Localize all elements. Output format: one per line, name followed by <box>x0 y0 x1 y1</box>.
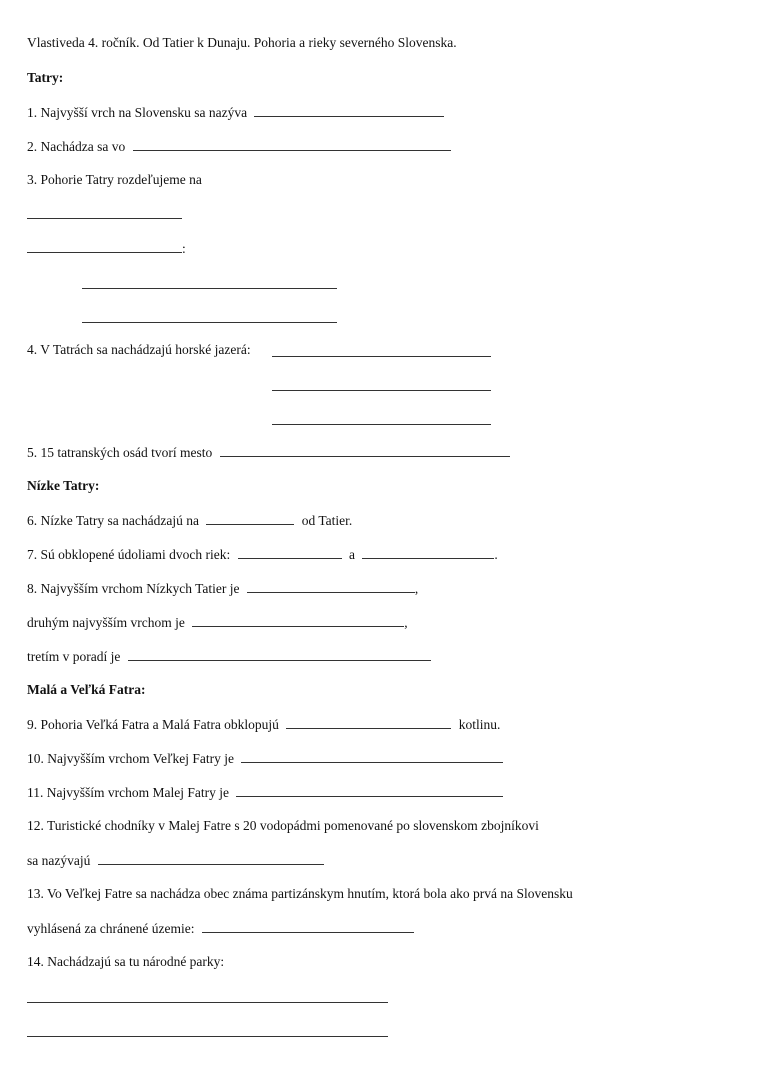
question-8-part-c <box>27 648 431 665</box>
question-8-comma-a: , <box>414 581 419 596</box>
question-13 <box>27 886 573 902</box>
question-3-colon: : <box>182 241 186 256</box>
question-12-text-a: 12. Turistické chodníky v Malej Fatre s 20 vodopádmi pomenované po slovenskom zbojníkovi <box>27 818 539 833</box>
question-8-text-c: tretím v poradí je <box>27 649 121 664</box>
answer-blank-8a[interactable] <box>247 580 415 593</box>
question-9-text-a: 9. Pohoria Veľká Fatra a Malá Fatra obklopujú <box>27 717 279 732</box>
question-10-text: 10. Najvyšším vrchom Veľkej Fatry je <box>27 751 234 766</box>
answer-blank-14a[interactable] <box>27 1002 388 1003</box>
question-13-text-a: 13. Vo Veľkej Fatre sa nachádza obec známa partizánskym hnutím, ktorá bola ako prvá na Slovensku <box>27 886 573 901</box>
answer-blank-6[interactable] <box>206 512 294 525</box>
question-3-text: 3. Pohorie Tatry rozdeľujeme na <box>27 172 202 187</box>
answer-blank-14b[interactable] <box>27 1036 388 1037</box>
question-12-text-b: sa nazývajú <box>27 853 91 868</box>
question-14-text: 14. Nachádzajú sa tu národné parky: <box>27 954 225 969</box>
question-1-text: 1. Najvyšší vrch na Slovensku sa nazýva <box>27 105 248 120</box>
section-heading-tatry: Tatry: <box>27 70 64 85</box>
answer-blank-4b[interactable] <box>272 390 491 391</box>
answer-blank-5[interactable] <box>220 444 510 457</box>
answer-blank-3b-2[interactable] <box>82 322 337 323</box>
question-7-text-b: a <box>348 547 355 562</box>
question-6-text-a: 6. Nízke Tatry sa nachádzajú na <box>27 513 199 528</box>
question-7 <box>27 546 498 563</box>
question-8-text-a: 8. Najvyšším vrchom Nízkych Tatier je <box>27 581 240 596</box>
question-2-text: 2. Nachádza sa vo <box>27 139 126 154</box>
answer-blank-7b[interactable] <box>362 546 494 559</box>
question-5-text: 5. 15 tatranských osád tvorí mesto <box>27 445 213 460</box>
question-12 <box>27 818 539 834</box>
question-9-text-b: kotlinu. <box>458 717 501 732</box>
question-6 <box>27 512 352 529</box>
answer-blank-13[interactable] <box>202 920 414 933</box>
question-8-text-b: druhým najvyšším vrchom je <box>27 615 185 630</box>
question-13-part-b <box>27 920 414 937</box>
answer-blank-3b-1[interactable] <box>82 288 337 289</box>
section-heading-nizke-tatry: Nízke Tatry: <box>27 478 100 493</box>
question-8-comma-b: , <box>404 615 408 630</box>
question-5 <box>27 444 510 461</box>
question-13-text-b: vyhlásená za chránené územie: <box>27 921 195 936</box>
answer-blank-8c[interactable] <box>128 648 431 661</box>
question-11-text: 11. Najvyšším vrchom Malej Fatry je <box>27 785 229 800</box>
answer-blank-3a[interactable] <box>27 218 182 219</box>
answer-blank-9[interactable] <box>286 716 451 729</box>
answer-blank-4c[interactable] <box>272 424 491 425</box>
question-3-part-b <box>27 240 186 257</box>
answer-blank-11[interactable] <box>236 784 503 797</box>
answer-blank-7a[interactable] <box>238 546 342 559</box>
question-6-text-b: od Tatier. <box>301 513 353 528</box>
section-heading-fatra: Malá a Veľká Fatra: <box>27 682 146 697</box>
question-12-part-b <box>27 852 324 869</box>
question-3 <box>27 172 202 188</box>
question-14 <box>27 954 224 970</box>
question-4 <box>27 342 251 358</box>
answer-blank-8b[interactable] <box>192 614 404 627</box>
answer-blank-1[interactable] <box>254 104 444 117</box>
question-10 <box>27 750 503 767</box>
question-2 <box>27 138 451 155</box>
answer-blank-4a[interactable] <box>272 356 491 357</box>
question-11 <box>27 784 503 801</box>
question-7-period: . <box>494 547 498 562</box>
question-7-text-a: 7. Sú obklopené údoliami dvoch riek: <box>27 547 231 562</box>
question-9 <box>27 716 500 733</box>
question-1 <box>27 104 444 121</box>
worksheet-header: Vlastiveda 4. ročník. Od Tatier k Dunaju. Pohoria a rieky severného Slovenska. <box>27 35 457 50</box>
answer-blank-3b[interactable] <box>27 240 182 253</box>
question-8 <box>27 580 418 597</box>
answer-blank-12[interactable] <box>98 852 324 865</box>
question-4-text: 4. V Tatrách sa nachádzajú horské jazerá: <box>27 342 251 357</box>
answer-blank-2[interactable] <box>133 138 451 151</box>
question-8-part-b <box>27 614 408 631</box>
answer-blank-10[interactable] <box>241 750 503 763</box>
